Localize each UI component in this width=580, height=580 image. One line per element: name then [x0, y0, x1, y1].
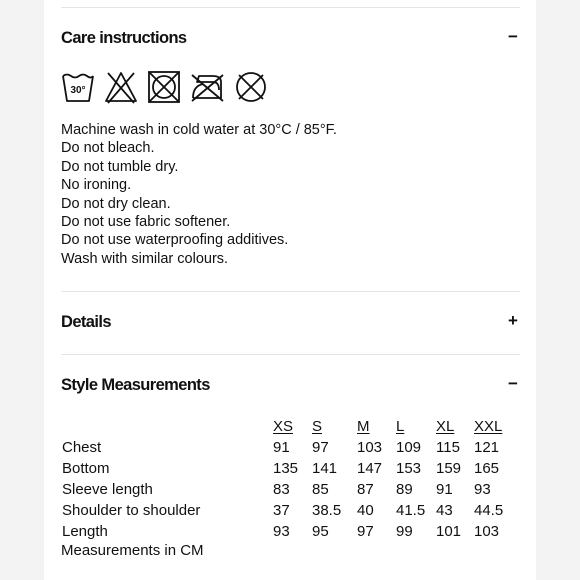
care-line: Machine wash in cold water at 30°C / 85°F. — [61, 122, 337, 138]
table-cell: 89 — [396, 481, 413, 498]
table-cell: 109 — [396, 439, 422, 456]
table-cell: 95 — [312, 523, 329, 540]
table-cell: 115 — [436, 439, 460, 456]
table-cell: 87 — [357, 481, 374, 498]
row-label: Chest — [62, 439, 102, 456]
section-divider — [61, 354, 520, 355]
row-label: Length — [62, 523, 108, 540]
table-cell: 103 — [474, 523, 500, 540]
table-cell: 38.5 — [312, 502, 342, 519]
details-title[interactable]: Details — [61, 313, 111, 331]
table-cell: 147 — [357, 460, 383, 477]
table-cell: 153 — [396, 460, 422, 477]
care-line: Wash with similar colours. — [61, 250, 229, 267]
wash-temperature-label: 30° — [70, 85, 86, 96]
no-bleach-icon — [104, 70, 138, 104]
table-cell: 99 — [396, 523, 413, 540]
table-cell: 37 — [273, 502, 290, 519]
care-line: No ironing. — [61, 177, 132, 194]
table-cell: 43 — [436, 502, 453, 519]
size-header-xs: XS — [273, 418, 294, 435]
table-cell: 91 — [273, 439, 290, 456]
section-divider — [61, 291, 520, 292]
wash-30-icon — [61, 70, 95, 104]
top-divider — [61, 7, 520, 8]
table-cell: 44.5 — [474, 502, 504, 519]
care-line: Do not bleach. — [61, 140, 155, 157]
table-cell: 93 — [474, 481, 491, 498]
table-cell: 135 — [273, 460, 299, 477]
table-cell: 121 — [474, 439, 500, 456]
size-header-xl: XL — [436, 418, 455, 435]
table-cell: 103 — [357, 439, 383, 456]
table-cell: 165 — [474, 460, 500, 477]
no-dry-clean-icon — [234, 70, 268, 104]
table-cell: 83 — [273, 481, 290, 498]
table-cell: 97 — [312, 439, 329, 456]
measurements-unit-note: Measurements in CM — [61, 542, 204, 559]
table-cell: 159 — [436, 460, 462, 477]
size-header-l: L — [396, 418, 405, 435]
style-measurements-collapse-button[interactable]: − — [508, 374, 518, 393]
table-cell: 85 — [312, 481, 329, 498]
care-line: Do not tumble dry. — [61, 158, 179, 175]
table-cell: 141 — [312, 460, 338, 477]
size-header-xxl: XXL — [474, 418, 503, 435]
size-header-s: S — [312, 418, 323, 435]
row-label: Sleeve length — [62, 481, 153, 498]
care-instructions-text — [61, 121, 501, 268]
no-tumble-dry-icon — [147, 70, 181, 104]
row-label: Shoulder to shoulder — [62, 502, 201, 519]
no-iron-icon — [189, 70, 225, 104]
table-cell: 41.5 — [396, 502, 426, 519]
table-cell: 91 — [436, 481, 453, 498]
table-cell: 101 — [436, 523, 462, 540]
table-cell: 93 — [273, 523, 290, 540]
table-cell: 40 — [357, 502, 374, 519]
row-label: Bottom — [62, 460, 110, 477]
care-line: Do not use waterproofing additives. — [61, 232, 289, 249]
size-header-m: M — [357, 418, 370, 435]
table-cell: 97 — [357, 523, 374, 540]
care-instructions-title: Care instructions — [61, 29, 187, 47]
style-measurements-title: Style Measurements — [61, 376, 210, 394]
care-line: Do not dry clean. — [61, 195, 171, 212]
care-instructions-collapse-button[interactable]: − — [508, 27, 518, 46]
care-line: Do not use fabric softener. — [61, 214, 231, 231]
details-expand-button[interactable]: + — [508, 311, 518, 330]
